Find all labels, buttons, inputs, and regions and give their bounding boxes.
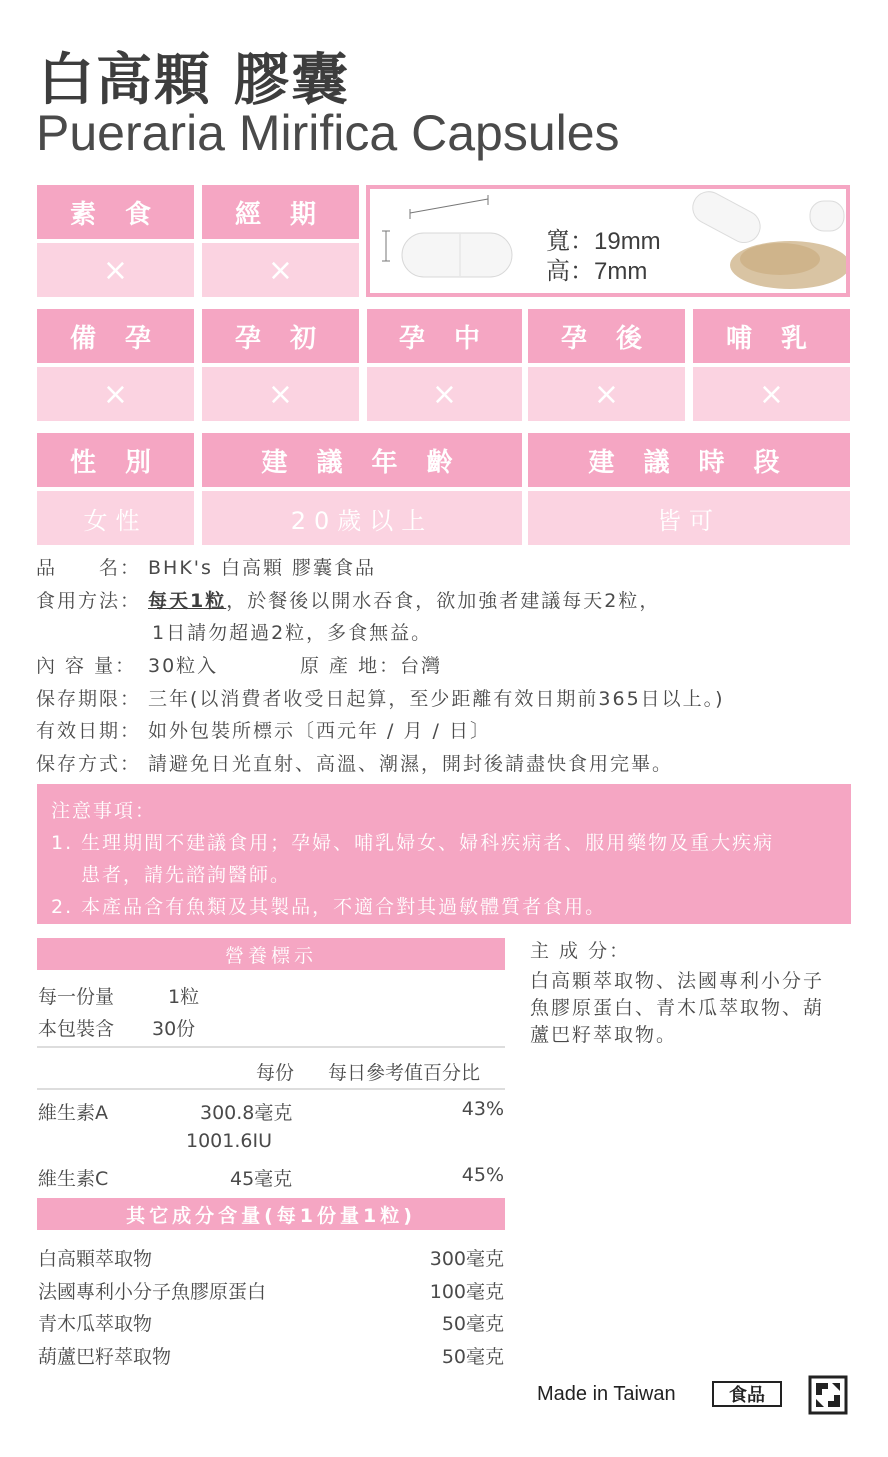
- info-origin: 原 產 地：台灣: [300, 655, 443, 677]
- other-ingredient-amount: 50毫克: [441, 1313, 504, 1335]
- nutrition-divider: [37, 1046, 505, 1048]
- info-product-name: 品 名： BHK's 白高顆 膠囊食品: [36, 557, 376, 579]
- nutrient-dv: 43%: [461, 1098, 504, 1120]
- notice-item-1: 1. 生理期間不建議食用；孕婦、哺乳婦女、婦科疾病者、服用藥物及重大疾病: [51, 832, 775, 854]
- capsule-width: 寬：19mm: [546, 228, 661, 255]
- info-usage: 食用方法： 每天1粒，於餐後以開水吞食，欲加強者建議每天2粒，: [36, 590, 661, 612]
- col-header-vegetarian: 素 食: [37, 185, 194, 239]
- notice-item-1-line2: 患者，請先諮詢醫師。: [81, 864, 292, 886]
- nutrient-name: 維生素C: [38, 1168, 109, 1190]
- notice-title: 注意事項：: [51, 800, 157, 822]
- col-per-serving: 每份: [256, 1062, 295, 1084]
- other-ingredient-name: 青木瓜萃取物: [38, 1313, 153, 1335]
- info-storage: 保存方式： 請避免日光直射、高溫、潮濕，開封後請盡快食用完畢。: [36, 753, 674, 775]
- capsule-size-panel: [366, 185, 850, 297]
- value-breastfeeding: ×: [693, 367, 850, 421]
- food-mark: 食品: [712, 1381, 782, 1407]
- value-early-pregnancy: ×: [202, 367, 359, 421]
- info-shelf-life: 保存期限： 三年(以消費者收受日起算，至少距離有效日期前365日以上。): [36, 688, 725, 710]
- value-time: 皆可: [528, 491, 850, 545]
- col-daily-value: 每日參考值百分比: [328, 1062, 481, 1084]
- other-ingredient-amount: 50毫克: [441, 1346, 504, 1368]
- servings-per-pack-value: 30份: [152, 1018, 196, 1040]
- ingredients-title: 主 成 分：: [530, 940, 631, 962]
- other-ingredient-amount: 100毫克: [429, 1281, 504, 1303]
- ingredients-text-line: 白高顆萃取物、法國專利小分子: [530, 970, 825, 992]
- info-usage-line2: 1日請勿超過2粒，多食無益。: [152, 622, 433, 644]
- col-header-late-pregnancy: 孕 後: [528, 309, 685, 363]
- nutrition-divider: [37, 1088, 505, 1090]
- other-ingredient-name: 法國專利小分子魚膠原蛋白: [38, 1281, 267, 1303]
- serving-size-value: 1粒: [168, 986, 200, 1008]
- other-ingredient-name: 葫蘆巴籽萃取物: [38, 1346, 172, 1368]
- nutrition-header: 營養標示: [37, 938, 505, 970]
- value-gender: 女性: [37, 491, 194, 545]
- col-header-mid-pregnancy: 孕 中: [367, 309, 522, 363]
- col-header-age: 建 議 年 齡: [202, 433, 522, 487]
- nutrient-name: 維生素A: [38, 1102, 108, 1124]
- value-pre-pregnancy: ×: [37, 367, 194, 421]
- info-expiry: 有效日期： 如外包裝所標示〔西元年 / 月 / 日〕: [36, 720, 491, 742]
- col-header-early-pregnancy: 孕 初: [202, 309, 359, 363]
- notice-item-2: 2. 本產品含有魚類及其製品，不適合對其過敏體質者食用。: [51, 896, 607, 918]
- other-ingredient-name: 白高顆萃取物: [38, 1248, 153, 1270]
- value-period: ×: [202, 243, 359, 297]
- page-title-zh: 白高顆 膠囊: [38, 48, 350, 113]
- notice-box: [37, 784, 851, 924]
- col-header-gender: 性 別: [37, 433, 194, 487]
- ingredients-text-line: 蘆巴籽萃取物。: [530, 1024, 678, 1046]
- other-ingredients-header: 其它成分含量(每1份量1粒): [37, 1198, 505, 1230]
- nutrient-amount: 300.8毫克: [200, 1102, 293, 1124]
- nutrient-dv: 45%: [461, 1164, 504, 1186]
- nutrient-amount-iu: 1001.6IU: [186, 1130, 272, 1152]
- col-header-breastfeeding: 哺 乳: [693, 309, 850, 363]
- serving-size-label: 每一份量: [38, 986, 115, 1008]
- recycle-icon: [808, 1375, 848, 1415]
- page-title-en: Pueraria Mirifica Capsules: [36, 105, 620, 161]
- made-in-taiwan: Made in Taiwan: [537, 1383, 676, 1405]
- col-header-time: 建 議 時 段: [528, 433, 850, 487]
- usage-emphasis: 每天1粒: [148, 590, 227, 612]
- value-age: 20歲以上: [202, 491, 522, 545]
- value-vegetarian: ×: [37, 243, 194, 297]
- ingredients-text-line: 魚膠原蛋白、青木瓜萃取物、葫: [530, 997, 825, 1019]
- info-content: 內 容 量： 30粒入: [36, 655, 219, 677]
- value-mid-pregnancy: ×: [367, 367, 522, 421]
- col-header-pre-pregnancy: 備 孕: [37, 309, 194, 363]
- value-late-pregnancy: ×: [528, 367, 685, 421]
- other-ingredient-amount: 300毫克: [429, 1248, 504, 1270]
- servings-per-pack-label: 本包裝含: [38, 1018, 115, 1040]
- nutrient-amount: 45毫克: [230, 1168, 293, 1190]
- capsule-height: 高：7mm: [546, 258, 648, 285]
- col-header-period: 經 期: [202, 185, 359, 239]
